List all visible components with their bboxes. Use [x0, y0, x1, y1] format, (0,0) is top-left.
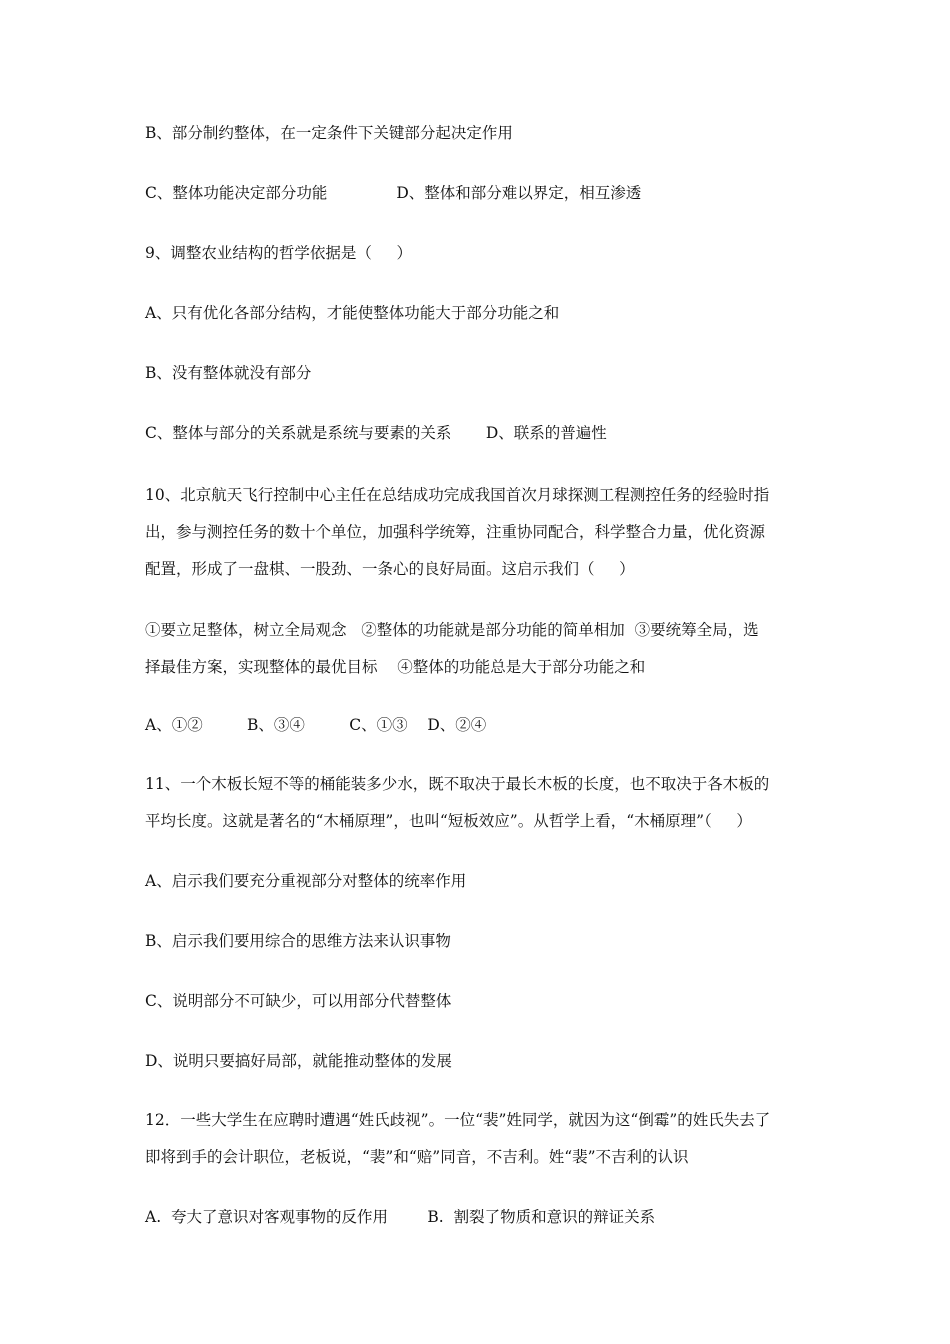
options-9c-9d: C、整体与部分的关系就是系统与要素的关系 D、联系的普遍性 — [145, 424, 607, 442]
option-8b: B、部分制约整体，在一定条件下关键部分起决定作用 — [145, 124, 513, 142]
option-11c: C、说明部分不可缺少，可以用部分代替整体 — [145, 992, 452, 1010]
question-11-line-2: 平均长度。这就是著名的“木桶原理”，也叫“短板效应”。从哲学上看，“木桶原理”（ ） — [145, 812, 752, 830]
options-12a-12b: A. 夸大了意识对客观事物的反作用 B. 割裂了物质和意识的辩证关系 — [145, 1208, 656, 1226]
option-11a: A、启示我们要充分重视部分对整体的统率作用 — [145, 872, 467, 890]
question-12-line-2: 即将到手的会计职位，老板说，“裴”和“赔”同音，不吉利。姓“裴”不吉利的认识 — [145, 1148, 689, 1166]
options-8c-8d: C、整体功能决定部分功能 D、整体和部分难以界定，相互渗透 — [145, 184, 642, 202]
question-10-line-2: 出，参与测控任务的数十个单位，加强科学统筹，注重协同配合，科学整合力量，优化资源 — [145, 523, 766, 541]
question-10-statements-line-1: ①要立足整体，树立全局观念 ②整体的功能就是部分功能的简单相加 ③要统筹全局，选 — [145, 621, 759, 639]
question-10-line-3: 配置，形成了一盘棋、一股劲、一条心的良好局面。这启示我们（ ） — [145, 560, 635, 578]
question-10-statements-line-2: 择最佳方案，实现整体的最优目标 ④整体的功能总是大于部分功能之和 — [145, 658, 646, 676]
option-11d: D、说明只要搞好局部，就能推动整体的发展 — [145, 1052, 452, 1070]
question-12-line-1: 12．一些大学生在应聘时遭遇“姓氏歧视”。一位“裴”姓同学，就因为这“倒霉”的姓氏失去了 — [145, 1111, 771, 1129]
option-9a: A、只有优化各部分结构，才能使整体功能大于部分功能之和 — [145, 304, 560, 322]
question-10-options: A、①② B、③④ C、①③ D、②④ — [145, 716, 487, 734]
option-9b: B、没有整体就没有部分 — [145, 364, 312, 382]
option-11b: B、启示我们要用综合的思维方法来认识事物 — [145, 932, 451, 950]
question-9: 9、调整农业结构的哲学依据是（ ） — [145, 244, 412, 262]
question-10-line-1: 10、北京航天飞行控制中心主任在总结成功完成我国首次月球探测工程测控任务的经验时指 — [145, 486, 770, 504]
question-11-line-1: 11、一个木板长短不等的桶能装多少水，既不取决于最长木板的长度，也不取决于各木板的 — [145, 775, 770, 793]
